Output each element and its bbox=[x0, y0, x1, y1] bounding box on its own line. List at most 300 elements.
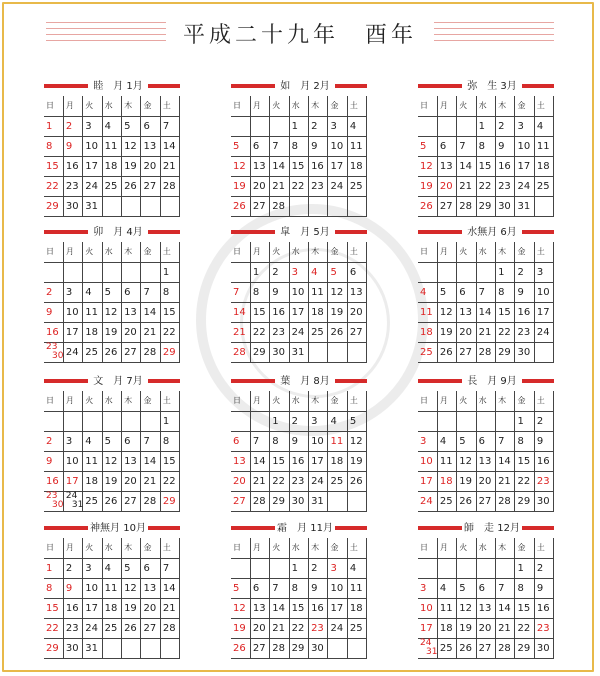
day-cell: 21 bbox=[457, 176, 476, 196]
day-cell: 4 bbox=[83, 431, 102, 451]
day-cell: 6 bbox=[141, 558, 160, 578]
day-cell: 4 bbox=[83, 282, 102, 302]
day-cell: 5 bbox=[418, 136, 437, 156]
day-number: 24 bbox=[420, 638, 432, 648]
day-cell: 16 bbox=[270, 302, 289, 322]
month-block bbox=[44, 224, 180, 363]
day-cell: 7 bbox=[496, 578, 515, 598]
weekday-label: 月 bbox=[437, 391, 456, 411]
day-cell: 25 bbox=[309, 322, 328, 342]
weekday-row bbox=[44, 391, 180, 411]
day-cell: 23 bbox=[289, 471, 308, 491]
week-row bbox=[44, 578, 180, 598]
day-cell: 8 bbox=[250, 282, 269, 302]
day-cell bbox=[250, 558, 269, 578]
day-cell: 13 bbox=[476, 598, 495, 618]
weekday-row bbox=[418, 391, 554, 411]
week-row bbox=[418, 411, 554, 431]
day-cell: 21 bbox=[160, 156, 179, 176]
day-cell bbox=[496, 558, 515, 578]
day-cell: 10 bbox=[309, 431, 328, 451]
day-cell: 14 bbox=[496, 451, 515, 471]
day-cell: 19 bbox=[122, 156, 141, 176]
month-block bbox=[231, 78, 367, 217]
week-row bbox=[44, 302, 180, 322]
day-cell: 17 bbox=[63, 471, 82, 491]
weekday-label: 水 bbox=[476, 242, 495, 262]
week-row bbox=[44, 322, 180, 342]
day-cell: 10 bbox=[418, 451, 437, 471]
month-bar-left bbox=[44, 526, 88, 530]
day-cell bbox=[457, 411, 476, 431]
day-cell: 27 bbox=[347, 322, 366, 342]
day-cell: 4 bbox=[102, 116, 121, 136]
weekday-label: 土 bbox=[347, 538, 366, 558]
weekday-label: 月 bbox=[63, 391, 82, 411]
month-header bbox=[231, 520, 367, 534]
day-cell bbox=[534, 196, 553, 216]
day-cell: 22 bbox=[160, 322, 179, 342]
page-title: 平成二十九年 酉年 bbox=[182, 23, 417, 48]
day-cell: 30 bbox=[309, 638, 328, 658]
weekday-label: 火 bbox=[457, 96, 476, 116]
week-row bbox=[418, 302, 554, 322]
month-name: 弥 生 3月 bbox=[467, 81, 517, 92]
month-bar-right bbox=[148, 230, 180, 234]
day-cell: 24 bbox=[63, 342, 82, 362]
weekday-label: 金 bbox=[328, 538, 347, 558]
day-cell: 19 bbox=[231, 176, 250, 196]
weekday-label: 土 bbox=[160, 96, 179, 116]
day-cell: 9 bbox=[496, 136, 515, 156]
month-header bbox=[418, 224, 554, 238]
weekday-label: 木 bbox=[309, 538, 328, 558]
weekday-label: 日 bbox=[418, 242, 437, 262]
day-cell: 2 bbox=[63, 558, 82, 578]
week-row bbox=[231, 136, 367, 156]
day-cell: 17 bbox=[515, 156, 534, 176]
weekday-label: 土 bbox=[534, 538, 553, 558]
day-cell: 7 bbox=[141, 431, 160, 451]
day-cell: 13 bbox=[347, 282, 366, 302]
day-cell: 12 bbox=[328, 282, 347, 302]
weekday-label: 日 bbox=[44, 242, 63, 262]
week-row bbox=[231, 598, 367, 618]
day-cell bbox=[437, 262, 456, 282]
day-cell: 8 bbox=[496, 282, 515, 302]
month-bar-right bbox=[335, 230, 367, 234]
day-cell: 30 bbox=[534, 491, 553, 511]
week-row bbox=[418, 471, 554, 491]
day-number: 31 bbox=[71, 500, 84, 510]
day-cell: 7 bbox=[476, 282, 495, 302]
week-row bbox=[418, 451, 554, 471]
day-cell: 10 bbox=[515, 136, 534, 156]
day-cell: 5 bbox=[457, 431, 476, 451]
weekday-label: 木 bbox=[122, 391, 141, 411]
month-grid bbox=[44, 96, 180, 217]
day-cell: 28 bbox=[496, 638, 515, 658]
day-cell: 2 bbox=[309, 116, 328, 136]
day-cell: 19 bbox=[418, 176, 437, 196]
month-bar-right bbox=[148, 84, 180, 88]
month-bar-right bbox=[335, 526, 367, 530]
weekday-row bbox=[231, 538, 367, 558]
week-row bbox=[418, 431, 554, 451]
day-cell: 27 bbox=[122, 491, 141, 511]
day-cell: 15 bbox=[44, 598, 63, 618]
day-cell: 14 bbox=[141, 302, 160, 322]
day-cell: 4 bbox=[534, 116, 553, 136]
weekday-label: 木 bbox=[309, 96, 328, 116]
header-lines-left bbox=[46, 22, 166, 44]
day-cell: 27 bbox=[141, 176, 160, 196]
day-cell: 15 bbox=[496, 302, 515, 322]
weekday-label: 水 bbox=[476, 538, 495, 558]
day-cell: 16 bbox=[63, 156, 82, 176]
week-row bbox=[231, 322, 367, 342]
month-bar-right bbox=[522, 230, 554, 234]
day-cell: 9 bbox=[63, 578, 82, 598]
day-cell: 21 bbox=[160, 598, 179, 618]
month-name: 師 走 12月 bbox=[464, 523, 520, 534]
day-cell bbox=[63, 491, 82, 511]
day-cell: 16 bbox=[289, 451, 308, 471]
weekday-label: 金 bbox=[328, 391, 347, 411]
day-cell: 29 bbox=[44, 196, 63, 216]
day-cell: 21 bbox=[496, 471, 515, 491]
weekday-label: 金 bbox=[328, 96, 347, 116]
day-cell: 4 bbox=[437, 578, 456, 598]
weekday-label: 火 bbox=[270, 242, 289, 262]
day-cell: 7 bbox=[141, 282, 160, 302]
month-header bbox=[44, 78, 180, 92]
day-cell: 15 bbox=[515, 451, 534, 471]
weekday-label: 金 bbox=[141, 96, 160, 116]
day-cell: 5 bbox=[347, 411, 366, 431]
week-row bbox=[44, 411, 180, 431]
day-cell bbox=[328, 196, 347, 216]
month-block bbox=[231, 373, 367, 512]
day-cell: 5 bbox=[122, 116, 141, 136]
month-grid bbox=[418, 242, 554, 363]
day-cell: 7 bbox=[457, 136, 476, 156]
day-cell: 29 bbox=[270, 491, 289, 511]
month-block bbox=[418, 78, 554, 217]
day-cell: 2 bbox=[515, 262, 534, 282]
week-row bbox=[44, 156, 180, 176]
weekday-label: 木 bbox=[122, 96, 141, 116]
weekday-label: 日 bbox=[44, 538, 63, 558]
day-cell: 4 bbox=[418, 282, 437, 302]
day-cell bbox=[122, 638, 141, 658]
day-cell: 30 bbox=[289, 491, 308, 511]
day-cell: 12 bbox=[418, 156, 437, 176]
day-cell: 14 bbox=[231, 302, 250, 322]
day-cell: 22 bbox=[289, 618, 308, 638]
weekday-label: 木 bbox=[309, 242, 328, 262]
day-cell: 16 bbox=[309, 156, 328, 176]
day-cell: 21 bbox=[231, 322, 250, 342]
weekday-label: 月 bbox=[63, 96, 82, 116]
day-cell: 26 bbox=[102, 342, 121, 362]
day-cell: 7 bbox=[231, 282, 250, 302]
day-cell: 7 bbox=[270, 578, 289, 598]
day-cell: 15 bbox=[250, 302, 269, 322]
weekday-label: 木 bbox=[496, 391, 515, 411]
month-grid bbox=[44, 538, 180, 659]
day-cell: 25 bbox=[102, 618, 121, 638]
day-cell: 11 bbox=[347, 578, 366, 598]
day-cell: 11 bbox=[83, 302, 102, 322]
day-cell bbox=[250, 116, 269, 136]
weekday-label: 水 bbox=[289, 242, 308, 262]
day-cell: 24 bbox=[515, 176, 534, 196]
day-cell: 23 bbox=[270, 322, 289, 342]
month-bar-right bbox=[148, 526, 180, 530]
weekday-label: 土 bbox=[160, 391, 179, 411]
day-cell: 20 bbox=[122, 471, 141, 491]
day-cell: 9 bbox=[309, 578, 328, 598]
day-cell: 1 bbox=[44, 558, 63, 578]
day-cell bbox=[44, 491, 63, 511]
month-grid bbox=[231, 538, 367, 659]
day-cell: 1 bbox=[44, 116, 63, 136]
week-row bbox=[418, 136, 554, 156]
day-cell: 31 bbox=[83, 638, 102, 658]
month-grid bbox=[418, 96, 554, 217]
day-cell: 22 bbox=[44, 176, 63, 196]
day-cell: 28 bbox=[231, 342, 250, 362]
day-cell: 8 bbox=[289, 136, 308, 156]
day-cell: 27 bbox=[476, 638, 495, 658]
day-cell: 11 bbox=[347, 136, 366, 156]
week-row bbox=[44, 262, 180, 282]
week-row bbox=[231, 578, 367, 598]
day-cell: 7 bbox=[270, 136, 289, 156]
day-cell: 24 bbox=[83, 176, 102, 196]
weekday-label: 土 bbox=[347, 96, 366, 116]
day-cell: 12 bbox=[437, 302, 456, 322]
day-cell: 24 bbox=[534, 322, 553, 342]
day-cell: 4 bbox=[102, 558, 121, 578]
day-cell: 17 bbox=[328, 156, 347, 176]
day-cell: 18 bbox=[102, 156, 121, 176]
weekday-label: 火 bbox=[83, 242, 102, 262]
day-cell bbox=[457, 116, 476, 136]
day-cell: 15 bbox=[476, 156, 495, 176]
week-row bbox=[44, 176, 180, 196]
day-cell: 21 bbox=[141, 322, 160, 342]
day-cell bbox=[122, 196, 141, 216]
day-cell: 29 bbox=[476, 196, 495, 216]
weekday-label: 木 bbox=[496, 538, 515, 558]
day-cell: 20 bbox=[141, 156, 160, 176]
day-cell: 30 bbox=[270, 342, 289, 362]
day-cell: 28 bbox=[476, 342, 495, 362]
day-cell: 11 bbox=[102, 136, 121, 156]
week-row bbox=[418, 156, 554, 176]
weekday-row bbox=[44, 242, 180, 262]
day-cell: 5 bbox=[102, 282, 121, 302]
day-cell: 28 bbox=[270, 196, 289, 216]
day-cell: 12 bbox=[457, 598, 476, 618]
day-cell: 9 bbox=[44, 451, 63, 471]
day-cell: 30 bbox=[63, 638, 82, 658]
day-cell: 3 bbox=[418, 578, 437, 598]
week-row bbox=[231, 176, 367, 196]
week-row bbox=[44, 431, 180, 451]
day-cell: 6 bbox=[457, 282, 476, 302]
day-cell: 29 bbox=[289, 638, 308, 658]
day-cell: 29 bbox=[515, 491, 534, 511]
day-cell: 8 bbox=[160, 282, 179, 302]
day-cell: 5 bbox=[231, 578, 250, 598]
month-bar-left bbox=[418, 526, 462, 530]
day-cell: 12 bbox=[122, 136, 141, 156]
week-row bbox=[231, 282, 367, 302]
day-cell: 4 bbox=[328, 411, 347, 431]
day-cell: 3 bbox=[328, 116, 347, 136]
day-cell: 9 bbox=[515, 282, 534, 302]
weekday-label: 土 bbox=[160, 538, 179, 558]
day-cell: 6 bbox=[250, 136, 269, 156]
day-cell bbox=[347, 196, 366, 216]
day-cell: 13 bbox=[250, 598, 269, 618]
day-cell: 13 bbox=[141, 578, 160, 598]
day-cell: 9 bbox=[44, 302, 63, 322]
month-header bbox=[44, 224, 180, 238]
day-cell: 26 bbox=[347, 471, 366, 491]
day-cell bbox=[141, 638, 160, 658]
day-cell: 26 bbox=[457, 491, 476, 511]
day-cell: 22 bbox=[496, 322, 515, 342]
day-cell bbox=[418, 558, 437, 578]
weekday-label: 火 bbox=[457, 391, 476, 411]
day-cell: 15 bbox=[160, 451, 179, 471]
weekday-label: 水 bbox=[289, 391, 308, 411]
day-cell: 14 bbox=[476, 302, 495, 322]
month-bar-left bbox=[231, 526, 275, 530]
week-row bbox=[418, 262, 554, 282]
day-cell: 22 bbox=[515, 618, 534, 638]
day-cell: 27 bbox=[476, 491, 495, 511]
week-row bbox=[231, 116, 367, 136]
weekday-label: 木 bbox=[496, 96, 515, 116]
day-cell: 11 bbox=[437, 598, 456, 618]
day-cell bbox=[328, 491, 347, 511]
day-cell: 5 bbox=[102, 431, 121, 451]
day-cell: 19 bbox=[231, 618, 250, 638]
day-cell: 10 bbox=[83, 136, 102, 156]
weekday-label: 土 bbox=[160, 242, 179, 262]
day-cell: 26 bbox=[102, 491, 121, 511]
day-cell: 5 bbox=[437, 282, 456, 302]
day-cell: 1 bbox=[515, 411, 534, 431]
day-cell: 6 bbox=[476, 431, 495, 451]
day-cell: 6 bbox=[250, 578, 269, 598]
day-cell: 6 bbox=[347, 262, 366, 282]
day-cell: 16 bbox=[63, 598, 82, 618]
week-row bbox=[231, 638, 367, 658]
day-cell bbox=[270, 116, 289, 136]
day-cell: 31 bbox=[515, 196, 534, 216]
month-header bbox=[44, 373, 180, 387]
weekday-label: 金 bbox=[515, 242, 534, 262]
month-bar-right bbox=[522, 84, 554, 88]
calendar-header bbox=[0, 18, 600, 54]
day-cell: 18 bbox=[83, 322, 102, 342]
day-cell: 20 bbox=[457, 322, 476, 342]
day-cell bbox=[309, 196, 328, 216]
day-cell: 18 bbox=[418, 322, 437, 342]
month-header bbox=[418, 78, 554, 92]
weekday-label: 月 bbox=[437, 96, 456, 116]
day-cell: 10 bbox=[83, 578, 102, 598]
week-row bbox=[231, 491, 367, 511]
weekday-label: 火 bbox=[270, 538, 289, 558]
day-cell: 11 bbox=[83, 451, 102, 471]
month-name: 如 月 2月 bbox=[280, 81, 330, 92]
weekday-label: 金 bbox=[515, 538, 534, 558]
day-cell bbox=[141, 196, 160, 216]
day-cell: 21 bbox=[270, 176, 289, 196]
day-cell bbox=[102, 638, 121, 658]
week-row bbox=[44, 282, 180, 302]
day-cell: 18 bbox=[83, 471, 102, 491]
day-cell: 8 bbox=[44, 578, 63, 598]
day-cell: 14 bbox=[496, 598, 515, 618]
week-row bbox=[231, 342, 367, 362]
week-row bbox=[231, 431, 367, 451]
day-cell bbox=[231, 411, 250, 431]
weekday-label: 金 bbox=[328, 242, 347, 262]
month-bar-left bbox=[418, 379, 462, 383]
day-cell: 3 bbox=[289, 262, 308, 282]
day-cell: 27 bbox=[122, 342, 141, 362]
day-cell: 19 bbox=[102, 471, 121, 491]
day-cell: 1 bbox=[289, 558, 308, 578]
day-cell: 18 bbox=[534, 156, 553, 176]
month-name: 皐 月 5月 bbox=[280, 227, 330, 238]
month-grid bbox=[231, 242, 367, 363]
day-cell: 4 bbox=[437, 431, 456, 451]
month-bar-right bbox=[522, 379, 554, 383]
day-cell: 1 bbox=[476, 116, 495, 136]
month-grid bbox=[418, 538, 554, 659]
day-cell: 17 bbox=[418, 471, 437, 491]
month-name: 葉 月 8月 bbox=[280, 376, 330, 387]
day-cell: 27 bbox=[437, 196, 456, 216]
day-cell: 25 bbox=[328, 471, 347, 491]
day-cell: 29 bbox=[44, 638, 63, 658]
month-name: 霜 月 11月 bbox=[277, 523, 333, 534]
day-cell: 31 bbox=[289, 342, 308, 362]
day-cell: 28 bbox=[250, 491, 269, 511]
weekday-label: 金 bbox=[141, 538, 160, 558]
day-cell: 15 bbox=[160, 302, 179, 322]
week-row bbox=[418, 322, 554, 342]
day-cell: 27 bbox=[250, 638, 269, 658]
day-number: 24 bbox=[65, 491, 78, 501]
day-cell: 6 bbox=[122, 282, 141, 302]
day-cell: 23 bbox=[534, 618, 553, 638]
day-cell: 12 bbox=[231, 598, 250, 618]
month-name: 長 月 9月 bbox=[467, 376, 517, 387]
month-block bbox=[44, 78, 180, 217]
day-cell: 25 bbox=[102, 176, 121, 196]
day-cell: 23 bbox=[515, 322, 534, 342]
